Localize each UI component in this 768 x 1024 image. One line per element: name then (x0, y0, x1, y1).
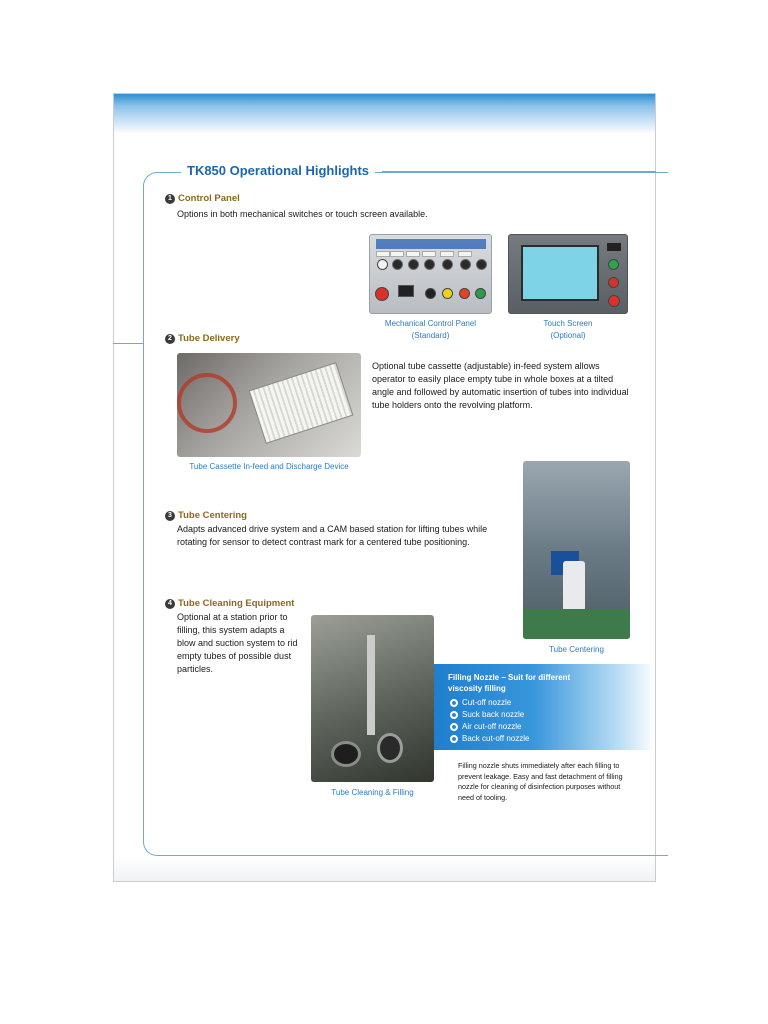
nozzle-rod (367, 635, 375, 735)
red-hose (177, 373, 237, 433)
section-heading-control-panel (165, 193, 240, 204)
platform (523, 609, 630, 639)
radio-icon (450, 735, 458, 743)
section-number-4: 4 (165, 599, 175, 609)
bottom-band (114, 855, 655, 881)
section-text-control-panel: Options in both mechanical switches or touch screen available. (177, 209, 428, 219)
section-title: Tube Cleaning Equipment (178, 598, 295, 609)
caption-touch-screen (508, 318, 628, 342)
filling-option (450, 722, 521, 731)
caption-mechanical-panel (369, 318, 492, 342)
caption-line: (Optional) (550, 331, 586, 340)
section-title: Control Panel (178, 193, 240, 204)
filling-option (450, 734, 529, 743)
radio-icon (450, 723, 458, 731)
title-rule (382, 171, 656, 172)
digital-display (398, 285, 414, 297)
caption-line: Mechanical Control Panel (384, 319, 477, 328)
filling-nozzle-title: Filling Nozzle – Suit for different viscosity filling (448, 673, 571, 693)
filling-option-label: Back cut-off nozzle (462, 734, 530, 743)
caption-line: Touch Screen (543, 319, 593, 328)
filling-option-label: Suck back nozzle (462, 710, 525, 719)
filling-description: Filling nozzle shuts immediately after each filling to prevent leakage. Easy and fast detachment of filling nozzle for cleaning of disinfection purposes without need of tooling. (458, 761, 623, 802)
section-heading-tube-cleaning (165, 598, 294, 609)
filling-option (450, 710, 524, 719)
section-heading-tube-centering (165, 510, 247, 521)
frame-tick (113, 343, 143, 344)
section-text-tube-delivery: Optional tube cassette (adjustable) in-feed system allows operator to easily place empty tube in whole boxes at a tilted angle and followed by automatic insertion of tubes into individual tube holders onto the revolving platform. (372, 361, 629, 410)
radio-icon (450, 711, 458, 719)
tube-cassette (249, 362, 354, 444)
tube-holder (377, 733, 403, 763)
section-title: Tube Delivery (178, 333, 240, 344)
tube-cassette-image (177, 353, 361, 457)
filling-option-label: Air cut-off nozzle (462, 722, 522, 731)
section-text-tube-cleaning: Optional at a station prior to filling, this system adapts a blow and suction system to rid empty tubes of possible dust particles. (177, 612, 298, 674)
caption-line: (Standard) (411, 331, 450, 340)
caption-delivery: Tube Cassette In-feed and Discharge Device (189, 462, 349, 471)
section-number-2: 2 (165, 334, 175, 344)
mechanical-control-panel-image (369, 234, 492, 314)
tube-cleaning-filling-image (311, 615, 434, 782)
section-number-3: 3 (165, 511, 175, 521)
top-blue-band (114, 94, 655, 134)
page-title: TK850 Operational Highlights (181, 163, 375, 178)
tube-centering-image (523, 461, 630, 639)
tube-holder (331, 741, 361, 767)
digital-display (607, 243, 621, 251)
touch-screen-image (508, 234, 628, 314)
filling-option (450, 698, 511, 707)
touch-display (521, 245, 599, 301)
radio-icon (450, 699, 458, 707)
caption-cleaning: Tube Cleaning & Filling (331, 788, 414, 797)
section-title: Tube Centering (178, 510, 247, 521)
panel-header-strip (376, 239, 486, 249)
caption-centering: Tube Centering (549, 645, 604, 654)
tube (563, 561, 585, 611)
filling-option-label: Cut-off nozzle (462, 698, 512, 707)
section-number-1: 1 (165, 194, 175, 204)
section-heading-tube-delivery (165, 333, 240, 344)
section-text-tube-centering: Adapts advanced drive system and a CAM based station for lifting tubes while rotating for sensor to detect contrast mark for a centered tube positioning. (177, 524, 488, 547)
